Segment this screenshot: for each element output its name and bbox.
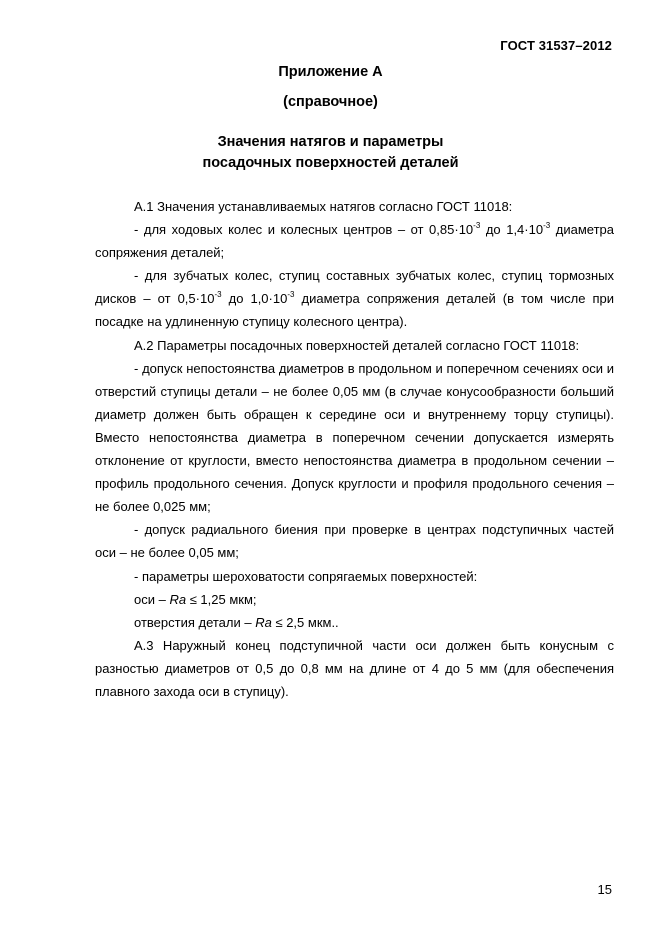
paragraph-roughness-axle: оси – Ra ≤ 1,25 мкм; bbox=[134, 591, 257, 607]
appendix-status: (справочное) bbox=[283, 94, 378, 110]
paragraph-radial-runout: - допуск радиального биения при проверке в центрах подступичных частей оси – не более 0,05 мм; bbox=[95, 522, 614, 561]
paragraph-diameter-tolerance: - допуск непостоянства диаметров в продольном и поперечном сечениях оси и отверстий ступицы детали – не более 0,05 мм (в случае конусообразности больший диаметр должен быть обращен к середине оси и внутреннему торцу ступицы). Вместо непостоянства диаметра в поперечном сечении допускается измерять отклонение от круглости, вместо непостоянства диаметра в продольном сечении – профиль продольного сечения. Допуск круглости и профиля продольного сечения – не более 0,025 мм; bbox=[95, 360, 614, 515]
standard-code: ГОСТ 31537–2012 bbox=[500, 38, 612, 53]
paragraph-a1: А.1 Значения устанавливаемых натягов согласно ГОСТ 11018: bbox=[134, 199, 513, 214]
paragraph-gears: - для зубчатых колес, ступиц составных зубчатых колес, ступиц тормозных дисков – от $0,5\cdot 10^{-3}$ до $1,0\cdot 10^{-3}$ диаметра сопряжения деталей (в том числе при посадке на удлиненную ступицу колесного центра). bbox=[95, 268, 614, 330]
appendix-title: Приложение А bbox=[278, 64, 383, 80]
section-heading-line2: посадочных поверхностей деталей bbox=[202, 155, 459, 171]
page-number: 15 bbox=[597, 882, 612, 897]
body-text bbox=[95, 195, 614, 703]
paragraph-a3: А.3 Наружный конец подступичной части оси должен быть конусным с разностью диаметров от 0,5 до 0,8 мм на длине от 4 до 5 мм (для обеспечения плавного захода оси в ступицу). bbox=[95, 637, 614, 699]
paragraph-roughness-hole: отверстия детали – Ra ≤ 2,5 мкм.. bbox=[134, 614, 339, 630]
paragraph-wheel-centers: - для ходовых колес и колесных центров – от $0,85\cdot 10^{-3}$ до $1,4\cdot 10^{-3}$ диаметра сопряжения деталей; bbox=[95, 220, 614, 261]
paragraph-a2: А.2 Параметры посадочных поверхностей деталей согласно ГОСТ 11018: bbox=[134, 337, 580, 353]
section-heading-line1: Значения натягов и параметры bbox=[217, 134, 444, 150]
paragraph-roughness: - параметры шероховатости сопрягаемых поверхностей: bbox=[134, 568, 478, 584]
